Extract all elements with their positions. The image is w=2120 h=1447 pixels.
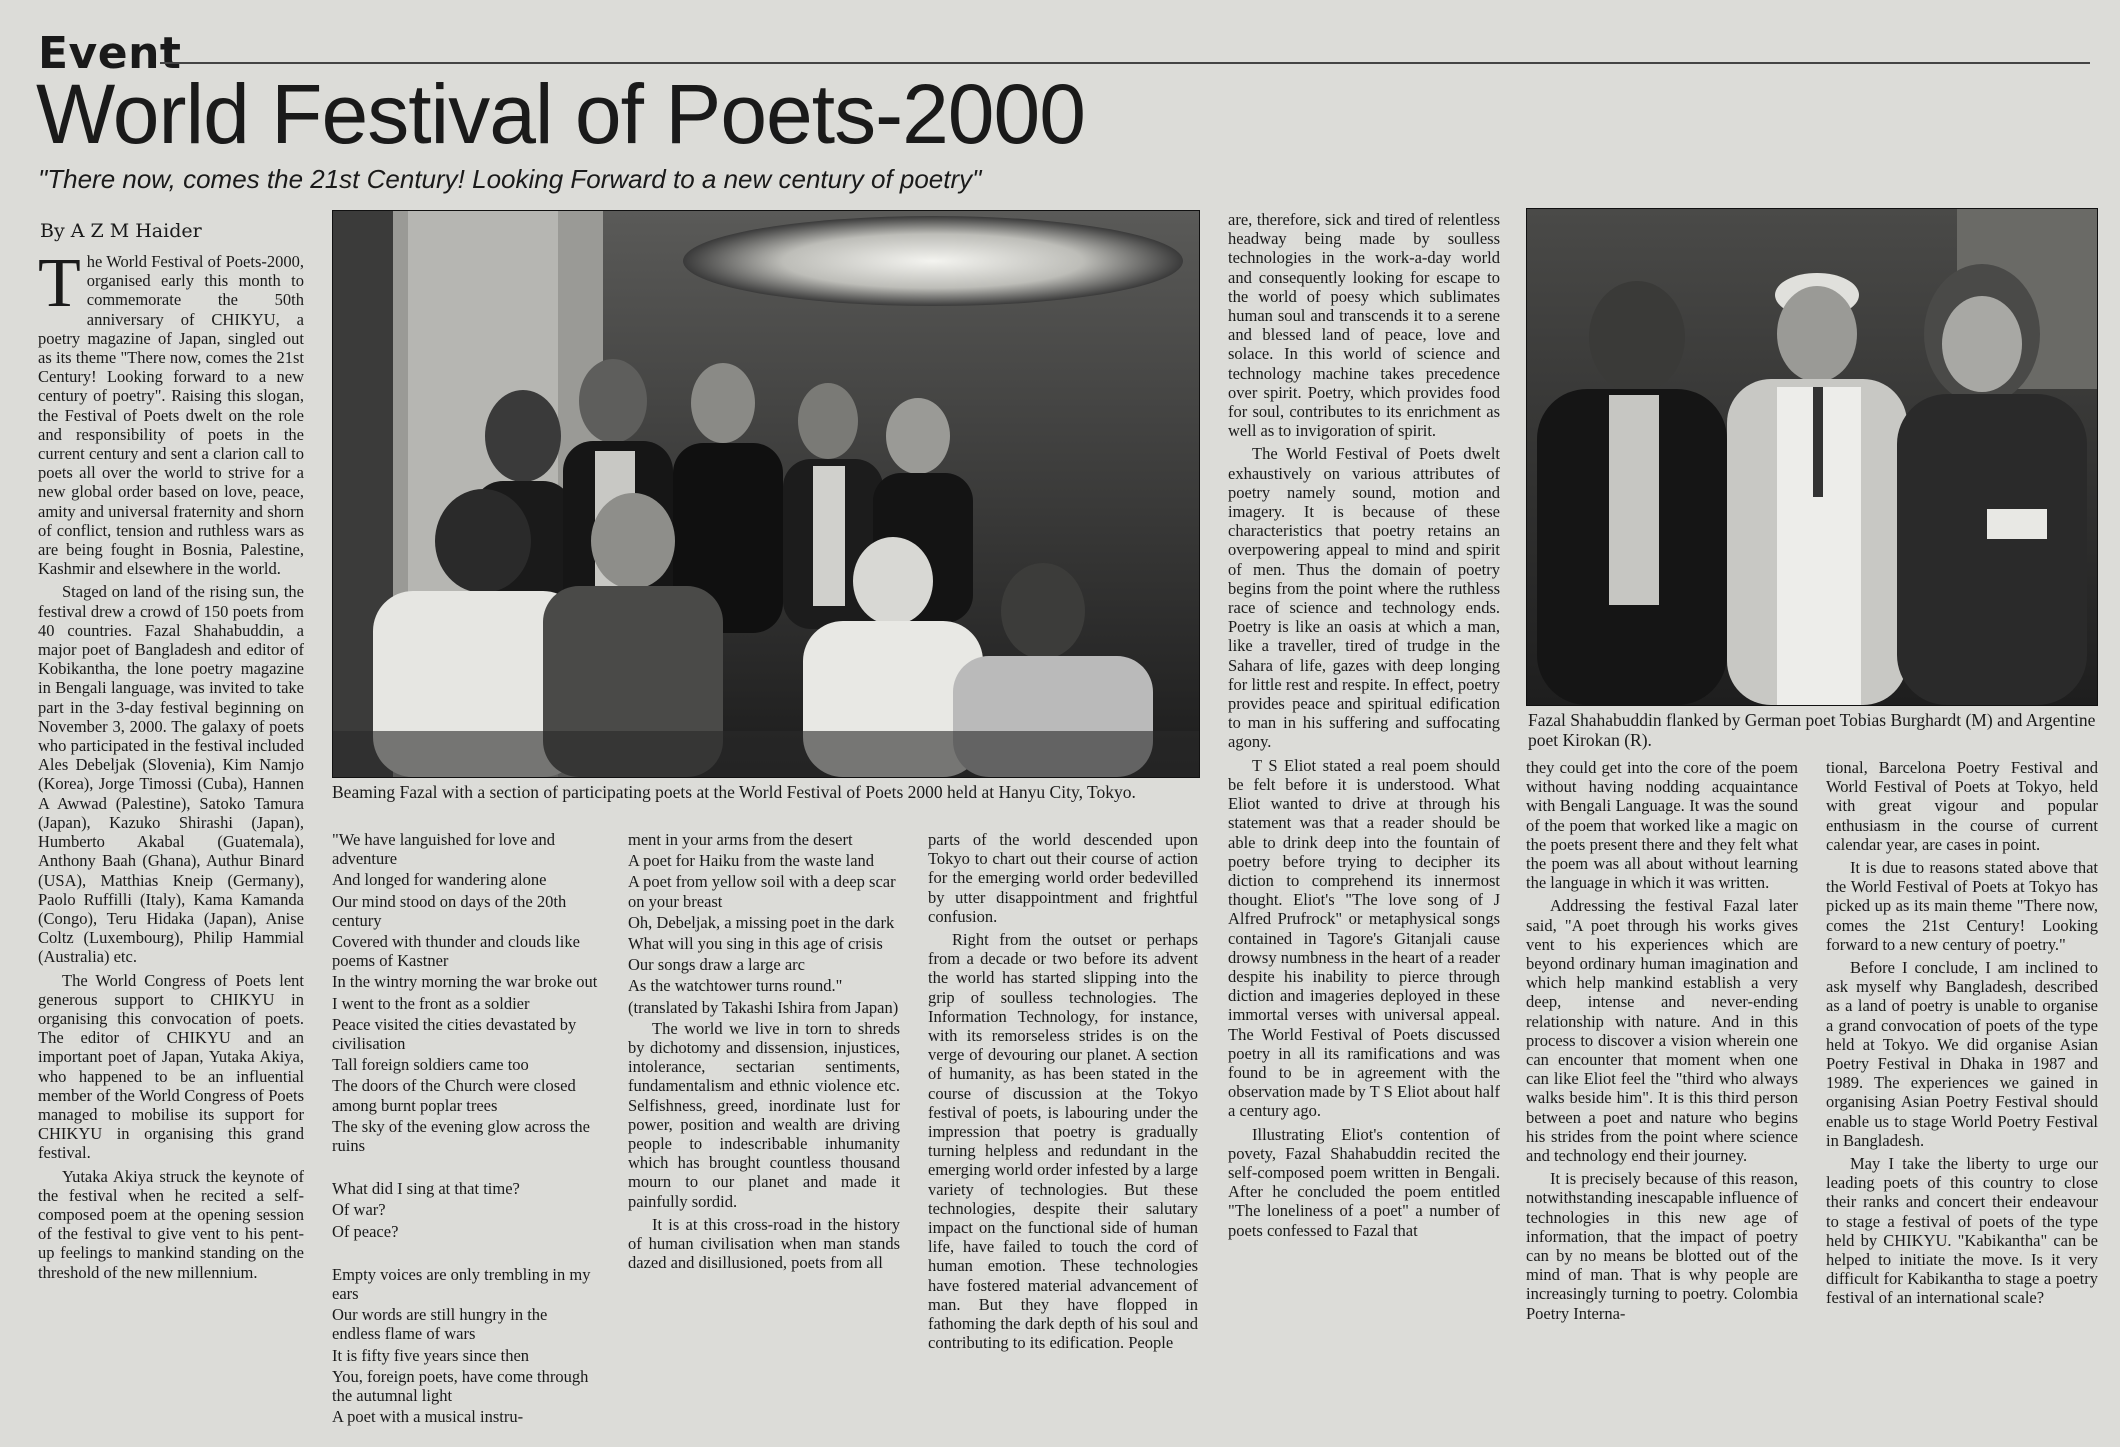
poem-line: "We have languished for love and adventure [332,830,556,869]
poem-line: In the wintry morning the war broke out [332,972,598,992]
article-column-2 [332,830,600,1432]
poem-line: A poet with a musical instru- [332,1407,524,1427]
group-photo [332,210,1200,778]
poem-line: Empty voices are only trembling in my ears [332,1264,591,1304]
paragraph: May I take the liberty to urge our leading poets of this country to close their ranks and concert their endeavour to stage a festival of poets of the type held by CHIKYU. "Kabikantha" can be helped to initiate the move. Is it very difficult for Kabikantha to stage a poetry festival of an international scale? [1826,1154,2098,1308]
trio-photo [1526,208,2098,706]
poem-line: It is fifty five years since then [332,1345,530,1365]
poem-line: Of war? [332,1200,386,1220]
kicker-rule [160,62,2090,64]
poem-line: Oh, Debeljak, a missing poet in the dark [628,912,895,932]
paragraph: Before I conclude, I am inclined to ask myself why Bangladesh, described as a land of poetry is unable to organise a grand convocation of poets of the type held at Tokyo. We did organise Asian Poetry Festival in Dhaka in 1987 and 1989. The experiences we gained in organising Asian Poetry Festival should enable us to stage World Poetry Festival in Bangladesh. [1826,958,2098,1150]
stanza-gap [332,1157,600,1179]
poem-line: A poet for Haiku from the waste land [628,851,875,871]
paragraph: Illustrating Eliot's contention of povety, Fazal Shahabuddin recited the self-composed poem written in Bengali. After he concluded the poem entitled "The loneliness of a poet" a number of poets confessed to Fazal that [1228,1124,1500,1240]
deck: "There now, comes the 21st Century! Looking Forward to a new century of poetry" [38,164,982,194]
section-kicker: Event [38,28,182,79]
poem-line: (translated by Takashi Ishira from Japan) [628,997,899,1017]
paragraph: tional, Barcelona Poetry Festival and World Festival of Poets at Tokyo, held with great vigour and popular enthusiasm in the course of current calendar year, are cases in point. [1826,758,2098,854]
article-column-5 [1228,210,1500,1432]
poem-line: As the watchtower turns round." [628,976,843,996]
paragraph: Addressing the festival Fazal later said, "A poet through his works gives vent to his experiences which are beyond ordinary human imagination and which help mankind establish a very deep, intense and never-ending relationship with nature. And in this process to discover a vision wherein one can encounter that moment when one can like Eliot feel the "third who always walks beside him". It is this third person between a poet and nature who begins his strides from the point where science and technology end their journey. [1526,896,1798,1166]
poem-line: I went to the front as a soldier [332,993,530,1013]
paragraph: It is precisely because of this reason, notwithstanding inescapable influence of technologies in this new age of information, that the impact of poetry can by no means be blotted out of the mind of man. That is why people are increasingly turning to poetry. Colombia Poetry Interna- [1526,1169,1798,1323]
poem-line: You, foreign poets, have come through the autumnal light [332,1366,589,1406]
article-column-7 [1826,758,2098,1432]
paragraph: The World Congress of Poets lent generous support to CHIKYU in organising this convocation of poets. The editor of CHIKYU and an important poet of Japan, Yutaka Akiya, who happened to be an influential member of the World Congress of Poets managed to mobilise its support for CHIKYU in organising this grand festival. [38,970,304,1163]
article-column-3 [628,830,900,1432]
poem-line: Tall foreign soldiers came too [332,1055,529,1075]
paragraph [38,252,304,578]
poem-line: ment in your arms from the desert [628,830,853,849]
poem-line: Covered with thunder and clouds like poems of Kastner [332,932,580,971]
photo-caption: Fazal Shahabuddin flanked by German poet Tobias Burghardt (M) and Argentine poet Kirokan (R). [1528,710,2096,750]
paragraph: The World Festival of Poets dwelt exhaustively on various attributes of poetry namely sound, motion and imagery. It is because of these characteristics that poetry retains an overpowering appeal to mind and spirit of men. Thus the domain of poetry begins from the point where the ruthless race of science and technology ends. Poetry is like an oasis at which a man, like a traveller, tired of trudge in the Sahara of life, gazes with deep longing for little rest and respite. In effect, poetry provides peace and spiritual edification to man in his suffering and suffocating agony. [1228,444,1500,752]
drop-cap: T [38,252,81,322]
poem-line: What will you sing in this age of crisis [628,934,883,954]
photo-caption: Beaming Fazal with a section of participating poets at the World Festival of Poets 2000 held at Hanyu City, Tokyo. [332,782,1136,802]
byline: By A Z M Haider [40,220,202,242]
trio-photo-image [1527,209,2097,705]
paragraph: are, therefore, sick and tired of relentless headway being made by soulless technologies in the work-a-day world and consequently looking for escape to the world of poesy which sublimates human soul and transcends it to a serene and blessed land of peace, love and solace. In this world of science and technology machine takes precedence over spirit. Poetry, which provides food for soul, contributes to its enrichment as well as to invigoration of spirit. [1228,210,1500,441]
poem-line: The doors of the Church were closed among burnt poplar trees [332,1076,576,1115]
paragraph: T S Eliot stated a real poem should be felt before it is understood. What Eliot wanted to drive at through his statement was that a reader should be able to drink deep into the fountain of poetry before trying to decipher its diction to comprehend its innermost thought. Eliot's "The love song of J Alfred Prufrock" or metaphysical songs contained in Tagore's Gitanjali cause drowsy numbness in the heart of a reader despite his inability to pierce through diction and imageries deployed in these immortal verses with universal appeal. The World Festival of Poets discussed poetry in all its ramifications and was found to be in agreement with the observation made by T S Eliot about half a century ago. [1228,755,1500,1121]
poem-line: And longed for wandering alone [332,870,547,890]
poem-line: Peace visited the cities devastated by civilisation [332,1014,577,1054]
poem-line: Our words are still hungry in the endless flame of wars [332,1305,548,1344]
article-column-1 [38,252,304,1432]
paragraph: they could get into the core of the poem without having nodding acquaintance with Bengali Language. It was the sound of the poem that worked like a magic on the poets present there and they felt what the poem was all about without learning the language in which it was written. [1526,758,1798,893]
poem-line: Of peace? [332,1221,399,1241]
poem-line: What did I sing at that time? [332,1179,520,1199]
paragraph: Right from the outset or perhaps from a decade or two before its advent the world has started slipping into the grip of soulless technologies. The Information Technology, for instance, with its remorseless strides is on the verge of devouring our planet. A section of humanity, as has been stated in the course of discussion at the Tokyo festival of poets, is labouring under the impression that poetry is gradually turning helpless and redundant in the emerging world order infested by a large variety of technologies. But these technologies, despite their salutary impact on the functional side of human life, have failed to touch the cord of human emotion. These technologies have fostered material advancement of man. But they have flopped in fathoming the dark depth of his soul and contributing to its edification. People [928,930,1198,1353]
paragraph: It is due to reasons stated above that the World Festival of Poets at Tokyo has picked up as its main theme "There now, comes the 21st Century! Looking forward to a new century of poetry." [1826,858,2098,954]
poem-block [332,830,600,1426]
poem-line: Our mind stood on days of the 20th century [332,891,567,930]
paragraph: Yutaka Akiya struck the keynote of the festival when he recited a self-composed poem at the opening session of the festival to give vent to his pent-up feelings to mankind standing on the threshold of the new millennium. [38,1166,304,1282]
article-column-6 [1526,758,1798,1432]
poem-line: The sky of the evening glow across the ruins [332,1116,590,1156]
poem-line: Our songs draw a large arc [628,955,806,975]
stanza-gap [332,1243,600,1265]
paragraph: The world we live in torn to shreds by dichotomy and dissension, injustices, intolerance, sectarian sentiments, fundamentalism and ethnic violence etc. Selfishness, greed, inordinate lust for power, position and wealth are driving people to indescribable inhumanity which has brought countless thousand mourn to our planet and made it painfully sordid. [628,1018,900,1211]
paragraph: Staged on land of the rising sun, the festival drew a crowd of 150 poets from 40 countries. Fazal Shahabuddin, a major poet of Bangladesh and editor of Kobikantha, the lone poetry magazine in Bengali language, was invited to take part in the 3-day festival beginning on November 3, 2000. The galaxy of poets who participated in the festival included Ales Debeljak (Slovenia), Kim Namjo (Korea), Jorge Timossi (Cuba), Hannen A Awwad (Palestine), Satoko Tamura (Japan), Kazuko Shirashi (Japan), Humberto Akabal (Guatemala), Anthony Baah (Ghana), Authur Binard (USA), Matthias Kneip (Germany), Paolo Ruffilli (Italy), Kama Kamanda (Congo), Teru Hidaka (Japan), Anise Coltz (Luxembourg), Philip Hammial (Australia) etc. [38,582,304,967]
paragraph: It is at this cross-road in the history of human civilisation when man stands dazed and disillusioned, poets from all [628,1214,900,1273]
headline: World Festival of Poets-2000 [36,67,1085,161]
paragraph-text: he World Festival of Poets-2000, organised early this month to commemorate the 50th anniversary of CHIKYU, a poetry magazine of Japan, singled out as its theme "There now, comes the 21st Century! Looking forward to a new century of poetry". Raising this slogan, the Festival of Poets dwelt on the role and responsibility of poets in the current century and sent a clarion call to poets all over the world to strive for a new global order based on love, peace, amity and universal fraternity and shorn of conflict, tension and ruthless wars as are being fought in Bosnia, Palestine, Kashmir and elsewhere in the world. [38,252,304,579]
poem-line: A poet from yellow soil with a deep scar on your breast [628,872,896,911]
paragraph: parts of the world descended upon Tokyo to chart out their course of action for the emerging world order bedevilled by utter disappointment and frightful confusion. [928,830,1198,926]
poem-block [628,830,900,1017]
article-column-4 [928,830,1198,1432]
group-photo-image [333,211,1199,777]
